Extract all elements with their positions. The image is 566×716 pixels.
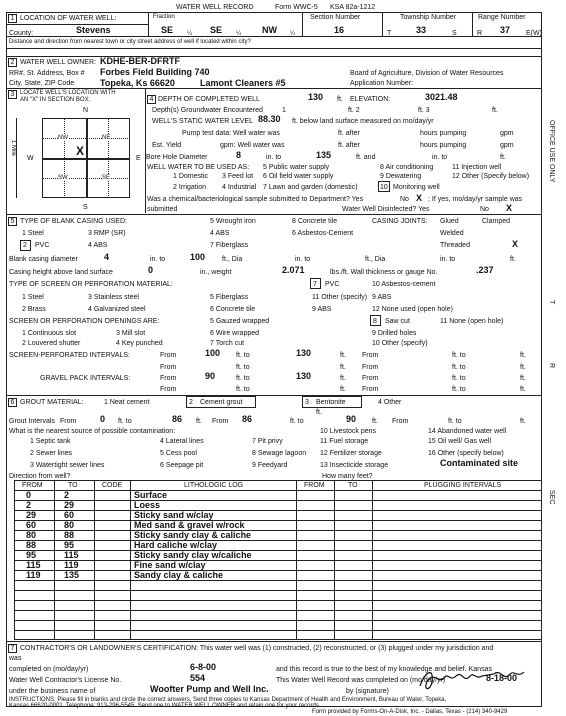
license-number: 554 <box>190 673 206 683</box>
section-number-label: Section Number <box>310 14 361 21</box>
table-row-divider <box>14 500 542 501</box>
fraction-3: NW <box>262 25 277 35</box>
location-heading: LOCATION OF WATER WELL: <box>20 15 117 22</box>
disinfect-no-mark: X <box>506 203 513 213</box>
owner-city: Topeka, Ks 66620 <box>100 78 175 88</box>
owner-name: KDHE-BER-DFRTF <box>100 56 180 66</box>
well-depth: 130 <box>308 92 324 102</box>
form-title: WATER WELL RECORD <box>176 4 254 11</box>
section-7-number: 7 <box>8 644 17 653</box>
fraction-2: SE <box>210 25 223 35</box>
table-row-divider <box>14 570 542 571</box>
contamination-source: Contaminated site <box>440 458 519 468</box>
range-ew: E(W) <box>526 30 542 37</box>
business-name: Woofter Pump and Well Inc. <box>150 684 269 694</box>
gravel-from: 90 <box>205 371 216 381</box>
form-footer: Form provided by Forms-On-A-Disk, Inc. - Dallas, Texas - (214) 340-9429 <box>312 709 508 715</box>
contractor-signature <box>414 664 538 696</box>
casing-weight: 2.071 <box>282 265 305 275</box>
section-number: 16 <box>334 25 345 35</box>
table-row-divider <box>14 520 542 521</box>
casing-diameter: 4 <box>104 252 110 262</box>
table-row-divider <box>14 580 542 581</box>
grout-to-2: 90 <box>346 414 357 424</box>
log-desc: Sticky sandy clay & caliche <box>134 530 252 540</box>
grout-to-1: 86 <box>172 414 183 424</box>
grout-bentonite: Bentonite <box>316 399 346 406</box>
log-desc: Sticky sand w/clay <box>134 510 214 520</box>
opening-saw-cut: Saw cut <box>385 318 410 325</box>
table-row-divider <box>14 510 542 511</box>
form-number: Form WWC-5 <box>275 4 318 11</box>
casing-depth: 100 <box>190 252 206 262</box>
casing-height: 0 <box>148 265 154 275</box>
table-row-divider <box>14 540 542 541</box>
elevation-value: 3021.48 <box>425 92 458 102</box>
township-label: Township Number <box>400 14 457 21</box>
casing-pvc: PVC <box>35 242 50 249</box>
log-desc: Hard caliche w/clay <box>134 540 218 550</box>
table-row-divider <box>14 620 542 621</box>
log-from: 29 <box>26 510 37 520</box>
table-row-divider <box>14 550 542 551</box>
office-use-label: OFFICE USE ONLY <box>548 120 555 183</box>
completed-date: 6-8-00 <box>190 662 217 672</box>
log-to: 95 <box>64 540 75 550</box>
site-name: Lamont Cleaners #5 <box>200 78 286 88</box>
record-date: 8-18-00 <box>486 673 518 683</box>
bore-diameter: 8 <box>236 150 242 160</box>
section-1-number: 1 <box>8 14 17 23</box>
log-desc: Fine sand w/clay <box>134 560 206 570</box>
log-to: 29 <box>64 500 75 510</box>
board-label: Board of Agriculture, Division of Water Resources <box>350 70 504 77</box>
fraction-1: SE <box>161 25 174 35</box>
range-number: 37 <box>500 25 511 35</box>
table-row-divider <box>14 560 542 561</box>
wall-thickness: .237 <box>476 265 494 275</box>
log-desc: Med sand & gravel w/rock <box>134 520 245 530</box>
log-to: 2 <box>64 490 70 500</box>
log-to: 119 <box>64 560 79 570</box>
log-from: 95 <box>26 550 37 560</box>
log-from: 60 <box>26 520 37 530</box>
log-from: 119 <box>26 570 41 580</box>
table-row-divider <box>14 610 542 611</box>
range-label: Range Number <box>478 14 526 21</box>
log-from: 0 <box>26 490 32 500</box>
static-level: 88.30 <box>258 114 281 124</box>
log-from: 88 <box>26 540 37 550</box>
log-desc: Surface <box>134 490 168 500</box>
log-to: 115 <box>64 550 79 560</box>
section-4-number: 4 <box>147 95 156 104</box>
log-to: 135 <box>64 570 80 580</box>
section-grid[interactable]: NW NE SW SE X <box>42 118 130 198</box>
grout-from-2: 86 <box>242 414 253 424</box>
section-6-number: 6 <box>8 398 17 407</box>
screen-from: 100 <box>205 348 221 358</box>
fraction-label: Fraction <box>153 14 175 20</box>
owner-label: WATER WELL OWNER: <box>20 59 96 66</box>
chem-no-mark: X <box>416 193 423 203</box>
application-label: Application Number: <box>350 80 414 87</box>
ksa-number: KSA 82a-1212 <box>330 4 376 11</box>
log-from: 2 <box>26 500 32 510</box>
log-to: 60 <box>64 510 75 520</box>
location-mark: X <box>76 144 85 158</box>
township-number: 33 <box>416 25 427 35</box>
log-desc: Sticky sandy clay w/caliche <box>134 550 252 560</box>
log-desc: Loess <box>134 500 161 510</box>
log-to: 80 <box>64 520 75 530</box>
col-lithologic: LITHOLOGIC LOG <box>184 482 244 489</box>
section-5-number: 5 <box>8 217 17 226</box>
col-to: TO <box>68 482 78 489</box>
table-row-divider <box>14 490 542 491</box>
table-row-divider <box>14 590 542 591</box>
lithologic-log-table: FROM TO CODE LITHOLOGIC LOG FROM TO PLUGGING INTERVALS 0 2 Surface 2 29 Loess 29 60 Sticky sand w/clay 60 80 Med sand & gravel w/rock 80 88 Sticky sandy clay & caliche 88 95 Hard caliche w/clay 95 115 Sticky sandy clay w/caliche 115 119 Fine sand w/clay 119 135 Sandy clay & caliche <box>14 480 542 640</box>
col-from: FROM <box>22 482 43 489</box>
county-label: County: <box>9 30 34 37</box>
screen-pvc: PVC <box>325 281 340 288</box>
col-code: CODE <box>102 482 123 489</box>
col-plugging: PLUGGING INTERVALS <box>424 482 502 489</box>
table-row-divider <box>14 530 542 531</box>
log-desc: Sandy clay & caliche <box>134 570 224 580</box>
bore-depth: 135 <box>316 150 332 160</box>
grout-from-1: 0 <box>100 414 106 424</box>
screen-to: 130 <box>296 348 312 358</box>
distance-label: Distance and direction from nearest town or city street address of well if located within city? <box>9 39 251 45</box>
grout-cement: Cement grout <box>200 399 243 406</box>
section-2-number: 2 <box>8 58 17 67</box>
city-label: City, State, ZIP Code <box>9 80 75 87</box>
gravel-to: 130 <box>296 371 312 381</box>
table-row-divider <box>14 630 542 631</box>
table-row-divider <box>14 600 542 601</box>
section-3-number: 3 <box>8 90 17 99</box>
log-from: 115 <box>26 560 41 570</box>
use-monitoring-well: Monitoring well <box>393 184 440 191</box>
county-value: Stevens <box>76 25 111 35</box>
log-to: 88 <box>64 530 75 540</box>
log-from: 80 <box>26 530 37 540</box>
owner-address: Forbes Field Building 740 <box>100 67 210 77</box>
threaded-mark: X <box>512 239 519 249</box>
address-label: RR#, St. Address, Box # <box>9 70 85 77</box>
